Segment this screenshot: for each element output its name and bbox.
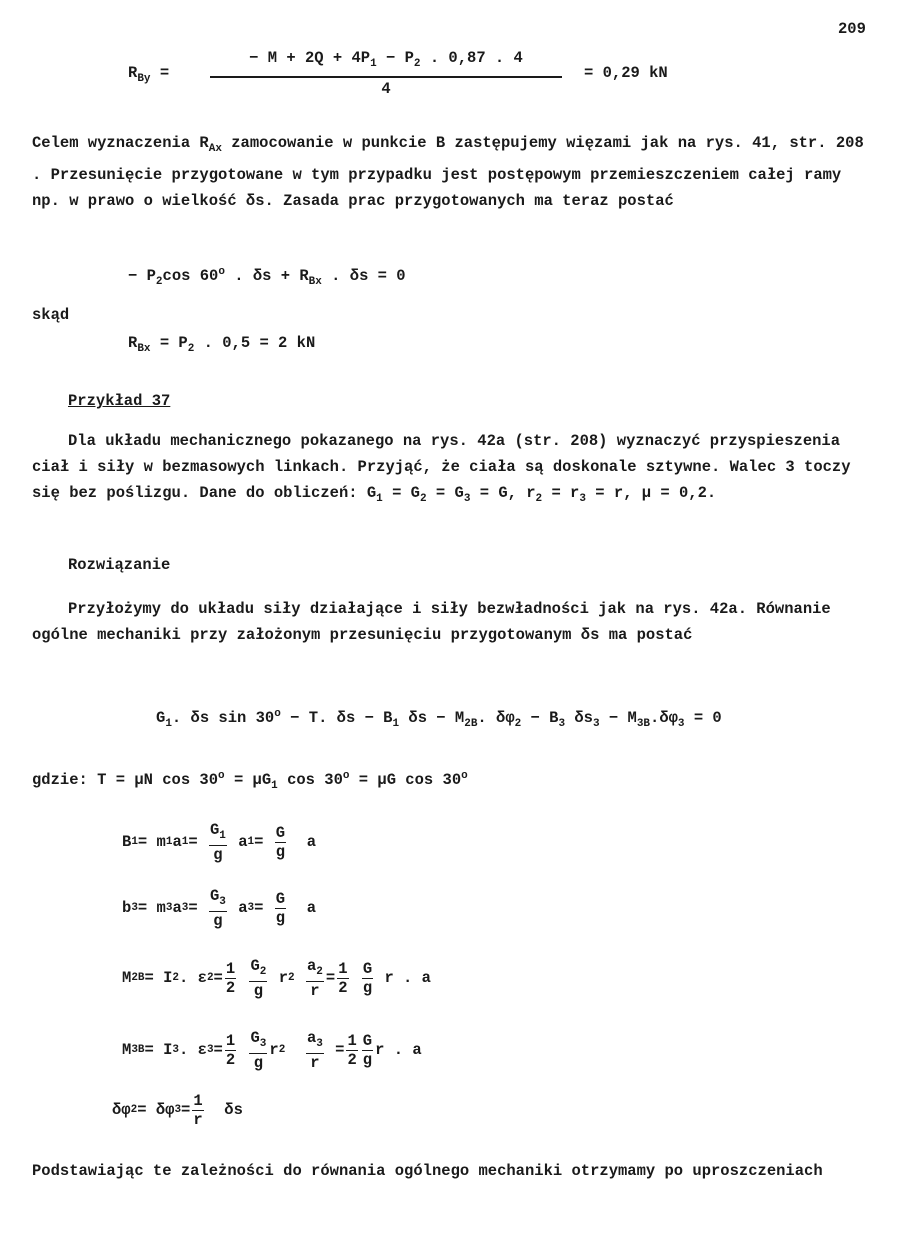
fraction-one-half: $\frac{1}{2}$ [225,1031,236,1069]
page-number: 209 [838,20,866,38]
fraction-one-over-r: $\frac{1}{r}$ [193,1091,203,1129]
fraction-g-over-g: $\frac{G}{g}$ [275,889,286,927]
paragraph-substitution: Podstawiając te zależności do równania ogólnego mechaniki otrzymamy po uproszczeniach [32,1162,823,1180]
fraction-g-over-g: $\frac{G}{g}$ [362,959,373,997]
equation-delta-phi: δφ 2 = δφ 3 = $\frac{1}{r}$ δs [112,1091,243,1129]
equation-rbx: $R_{Bx} = P_2$ . 0,5 = 2 kN [128,334,316,355]
fraction-one-half: $\frac{1}{2}$ [225,959,236,997]
equation-m3b: M 3B = I 3 . ε 3 = $\frac{1}{2}$ $\frac{G_3}{g}$ r 2 $\frac{a_3}{r}$ = $\frac{1}{2}$ $\frac{G}{g}$ r . a [122,1028,422,1072]
equation-m2b: M 2B = I 2 . ε 2 = $\frac{1}{2}$ $\frac{G_2}{g}$ r 2 $\frac{a_2}{r}$ = $\frac{1}{2}$ $\frac{G}{g}$ r . a [122,956,431,1000]
fraction-g3-over-g: $\frac{G_3}{g}$ [209,886,226,930]
rby-result: = 0,29 kN [584,64,668,82]
rby-lhs [128,64,169,85]
fraction-g2-over-g: $\frac{G_2}{g}$ [250,956,267,1000]
fraction-g-over-g: $\frac{G}{g}$ [362,1031,373,1069]
rby-symbol: R [128,64,138,82]
fraction-a3-over-r: $\frac{a_3}{r}$ [306,1028,323,1072]
fraction-g3-over-g: $\frac{G_3}{g}$ [250,1028,267,1072]
equation-b3: b 3 = m 3 a 3 = $\frac{G_3}{g}$ a 3 = $\frac{G}{g}$ a [122,886,316,930]
rby-denominator: 4 [381,80,391,98]
equation-b1: B 1 = m 1 a 1 = $\frac{G_1}{g}$ a 1 = $\frac{G}{g}$ a [122,820,316,864]
fraction-one-half: $\frac{1}{2}$ [338,959,348,997]
equation-general-mechanics: $G_1$. δs $\sin 30^o - T$. $\delta s - B_1$ $\delta s - M_{2B}$. $\delta\varphi_2 - B_3$ $\delta s_3 - M_{3B}.\delta\varphi_3 = 0$ [156,708,722,730]
rby-numerator: − $M + 2Q + 4P_1 - P_2$ . 0,87 . 4 [210,48,562,78]
rby-fraction [210,48,562,98]
rby-subscript: By [137,73,151,85]
equation-virtual-work: − $P_2\cos$ 60$^o$ . $\delta s + R_{Bx}$ . δs = 0 [128,266,406,288]
fraction-g1-over-g: $\frac{G_1}{g}$ [209,820,226,864]
paragraph-ax-reaction: Celem wyznaczenia $R_{Ax}$ zamocowanie w punkcie B zastępujemy więzami jak na rys. 41, str. 208 . Przesunięcie przygotowane w tym przypadku jest postępowym przemieszczeniem całej ramy np. w prawo o wielkość δs. Zasada prac przygotowanych ma teraz postać [32,134,864,210]
paragraph-example-task: Dla układu mechanicznego pokazanego na rys. 42a (str. 208) wyznaczyć przyspieszenia ciał i siły w bezmasowych linkach. Przyjąć, że ciała są doskonale sztywne. Walec 3 toczy się bez poślizgu. Dane do obliczeń: $G_1 = G_2 = G_3 = G$, $r_2 = r_3 = r$, μ = 0,2. [32,432,851,505]
rby-equals: = [159,64,170,82]
solution-heading: Rozwiązanie [68,556,171,574]
fraction-a2-over-r: $\frac{a_2}{r}$ [306,956,323,1000]
fraction-g-over-g: $\frac{G}{g}$ [275,823,286,861]
word-skad: skąd [32,306,70,324]
example-heading: Przykład 37 [68,392,171,410]
paragraph-solution-intro: Przyłożymy do układu siły działające i siły bezwładności jak na rys. 42a. Równanie ogólne mechaniki przy założonym przesunięciu przygotowanym δs ma postać [32,600,831,644]
equation-friction-t: gdzie: T = μN $\cos 30^o = \mu G_1$ $\cos 30^o = \mu G$ cos 30$^o$ [32,770,468,792]
fraction-one-half: $\frac{1}{2}$ [347,1031,357,1069]
